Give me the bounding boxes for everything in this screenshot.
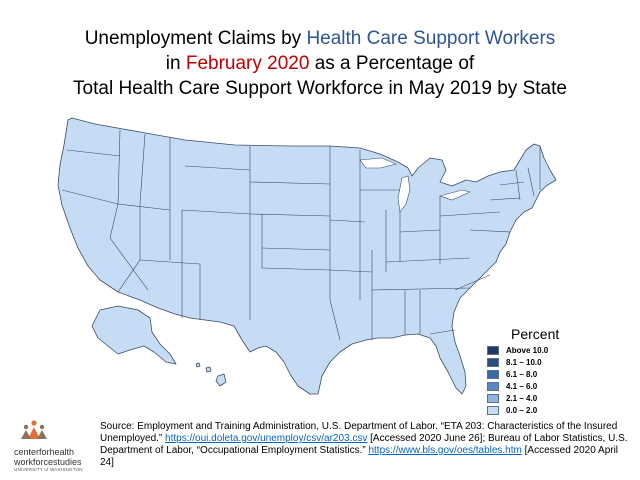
- legend-item: [487, 357, 577, 368]
- legend-label: 0.0 – 2.0: [506, 406, 538, 415]
- source-text-3: [Accessed 2020 April 24]: [100, 445, 619, 468]
- legend-label: 6.1 – 8.0: [506, 370, 538, 379]
- source-link-bls[interactable]: https://www.bls.gov/oes/tables.htm: [368, 445, 522, 456]
- contiguous-us-shape: [58, 118, 556, 394]
- logo-line2: workforcestudies: [14, 457, 82, 467]
- source-text-2: [Accessed 2020 June 26]; Bureau of Labor Statistics, U.S. Department of Labor, “Occupational Employment Statistics.”: [100, 433, 628, 456]
- legend-swatch: [487, 358, 499, 367]
- hawaii-shape-2: [206, 367, 211, 372]
- legend-item: [487, 369, 577, 380]
- legend-item: [487, 345, 577, 356]
- legend-label: Above 10.0: [506, 346, 549, 355]
- title-occupation: Health Care Support Workers: [306, 28, 556, 49]
- source-link-eta[interactable]: https://oui.doleta.gov/unemploy/csv/ar203.csv: [165, 433, 368, 444]
- legend-title: Percent: [511, 326, 560, 342]
- legend-swatch: [487, 394, 499, 403]
- legend-items: [487, 345, 577, 416]
- legend-label: 4.1 – 6.0: [506, 382, 538, 391]
- legend-item: [487, 393, 577, 404]
- title-month: February 2020: [185, 53, 310, 74]
- hawaii-shape-3: [216, 374, 226, 386]
- legend-label: 2.1 – 4.0: [506, 394, 538, 403]
- legend-swatch: [487, 370, 499, 379]
- alaska-shape: [92, 306, 176, 364]
- people-figures-icon: [14, 420, 54, 440]
- title-line3: Total Health Care Support Workforce in May 2019 by State: [73, 78, 567, 99]
- source-note: [100, 421, 630, 469]
- logo-line3: UNIVERSITY of WASHINGTON: [14, 467, 83, 472]
- legend-swatch: [487, 346, 499, 355]
- title-line1: Unemployment Claims by: [84, 28, 307, 49]
- legend-label: 8.1 – 10.0: [506, 358, 542, 367]
- legend: [487, 326, 577, 417]
- hawaii-shape: [196, 363, 200, 367]
- legend-item: [487, 381, 577, 392]
- legend-swatch: [487, 406, 499, 415]
- title-line2-suffix: as a Percentage of: [309, 53, 475, 74]
- legend-item: [487, 405, 577, 416]
- logo: [14, 420, 94, 472]
- title-line2-prefix: in: [165, 53, 186, 74]
- legend-swatch: [487, 382, 499, 391]
- logo-line1: centerforhealth: [14, 447, 75, 457]
- source-text-1: Source: Employment and Training Administration, U.S. Department of Labor. “ETA 203: Characteristics of the Insured Unemployed.”: [100, 421, 618, 444]
